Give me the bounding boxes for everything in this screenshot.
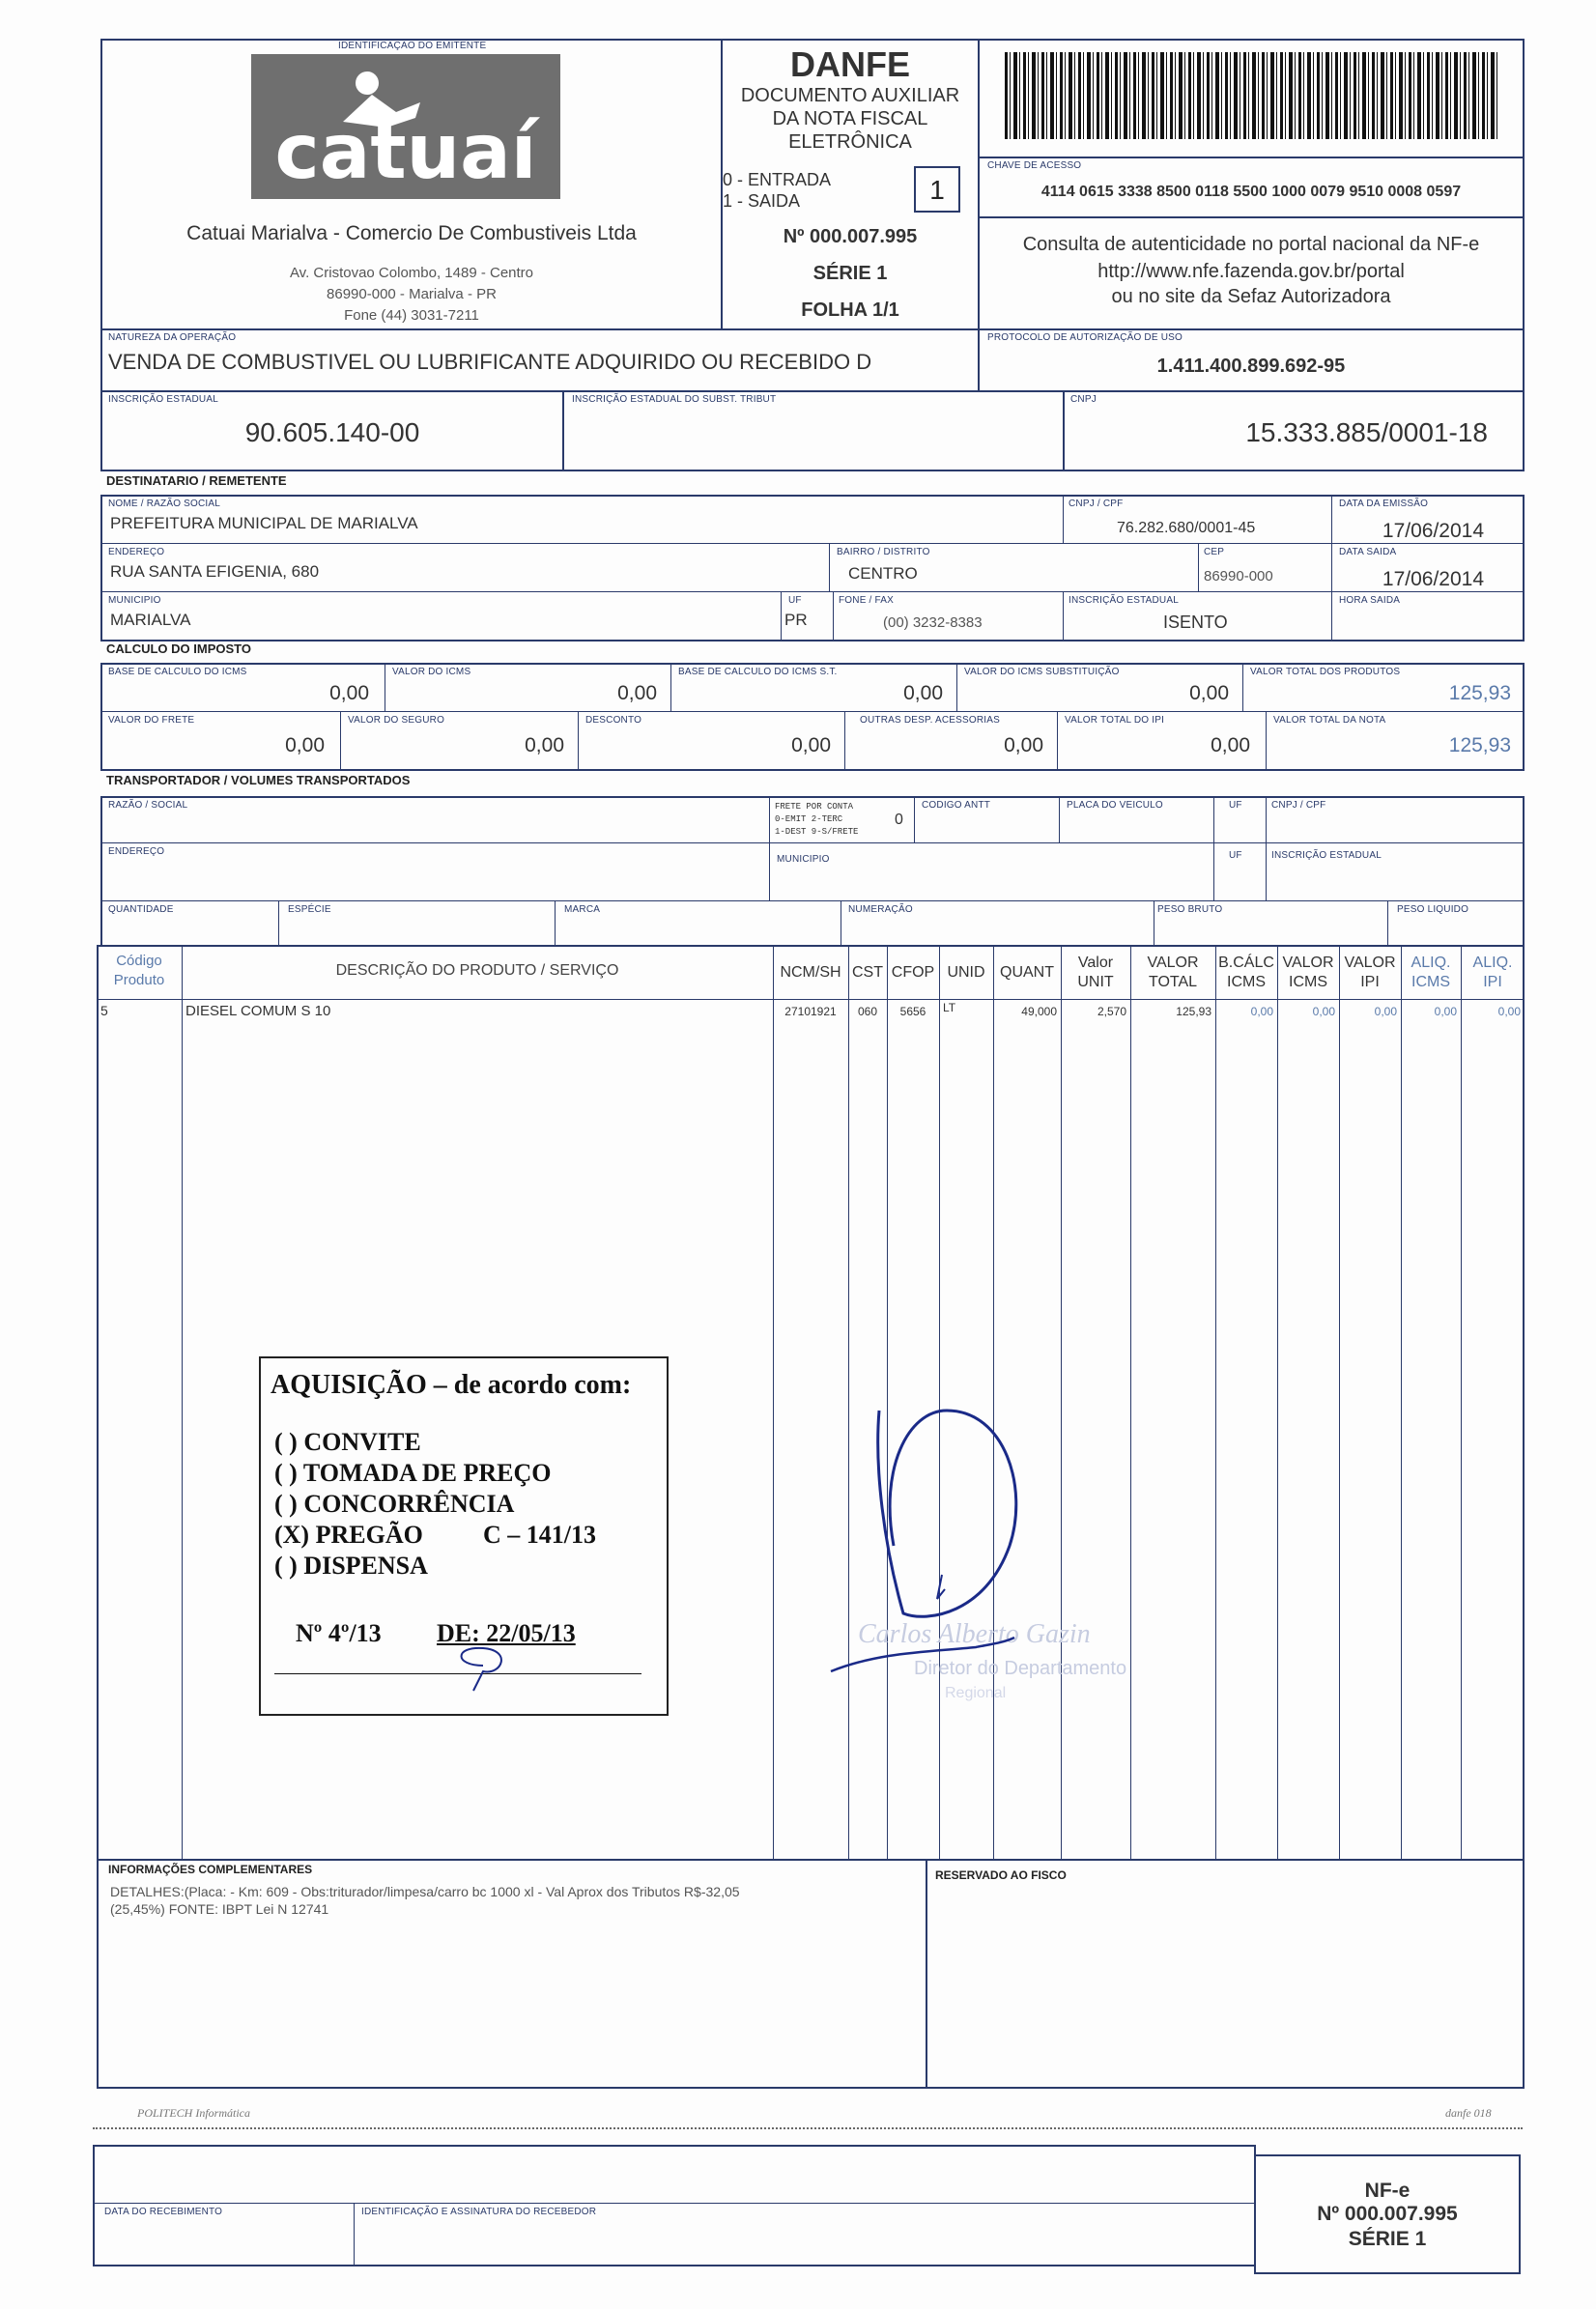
canhoto-nfe: NF-e [1364,2180,1411,2202]
dest-cnpj-value: 76.282.680/0001-45 [1117,520,1256,536]
canhoto-box [93,2145,1256,2266]
danfe-subtitle-1: DOCUMENTO AUXILIAR [740,85,960,106]
valor-st-label: VALOR DO ICMS SUBSTITUIÇÃO [964,667,1120,677]
stamp-concorrencia: ( ) CONCORRÊNCIA [274,1490,515,1518]
th-ncm: NCM/SH [780,964,841,981]
row-bcalc: 0,00 [1250,1005,1273,1018]
quantidade-label: QUANTIDADE [108,904,174,915]
peso-bruto-label: PESO BRUTO [1157,904,1223,915]
peso-liquido-label: PESO LIQUIDO [1397,904,1469,915]
sig-stamp-line-1: Carlos Alberto Gazin [858,1619,1091,1649]
dest-nome-value: PREFEITURA MUNICIPAL DE MARIALVA [110,514,418,532]
emitente-address: Av. Cristovao Colombo, 1489 - Centro [289,265,534,281]
total-prod-value: 125,93 [1448,682,1511,704]
th-unid: UNID [947,964,985,981]
row-vunit: 2,570 [1097,1005,1126,1018]
th-vtotal-2: TOTAL [1148,974,1198,990]
seguro-label: VALOR DO SEGURO [348,715,445,726]
th-aicms-1: ALIQ. [1411,955,1451,971]
sig-stamp-line-2: Diretor do Departamento [914,1658,1127,1679]
cut-line [93,2127,1523,2129]
consulta-line-2: http://www.nfe.fazenda.gov.br/portal [1097,261,1405,282]
emitente-phone: Fone (44) 3031-7211 [344,307,479,324]
info-label: INFORMAÇÕES COMPLEMENTARES [108,1863,313,1876]
saida-option: 1 - SAIDA [723,191,801,211]
th-vicms-2: ICMS [1289,974,1327,990]
valor-st-value: 0,00 [1189,682,1229,704]
company-logo [251,54,560,199]
natureza-label: NATUREZA DA OPERAÇÃO [108,332,237,343]
tipo-box: 1 [914,166,960,213]
outras-value: 0,00 [1004,734,1043,756]
danfe-title: DANFE [790,44,910,84]
frete-value: 0,00 [285,734,325,756]
dest-saida-label: DATA SAIDA [1339,547,1397,557]
ie-value: 90.605.140-00 [244,417,420,447]
dest-uf-label: UF [788,595,802,606]
canhoto-numero: Nº 000.007.995 [1317,2203,1458,2225]
info-text-2: (25,45%) FONTE: IBPT Lei N 12741 [110,1901,329,1917]
transp-endereco-label: ENDEREÇO [108,846,165,857]
row-cst: 060 [857,1005,878,1018]
desconto-label: DESCONTO [585,715,642,726]
frete-value: 0 [895,812,903,828]
th-bcalc-2: ICMS [1227,974,1266,990]
row-codigo: 5 [100,1003,108,1018]
danfe-subtitle-2: DA NOTA FISCAL [772,108,928,129]
cnpj-value: 15.333.885/0001-18 [1245,417,1488,447]
dest-emissao-label: DATA DA EMISSÃO [1339,499,1429,509]
dest-bairro-label: BAIRRO / DISTRITO [837,547,930,557]
chave-label: CHAVE DE ACESSO [987,160,1082,171]
protocolo-value: 1.411.400.899.692-95 [1156,356,1346,377]
th-quant: QUANT [1000,964,1054,981]
base-icms-label: BASE DE CALCULO DO ICMS [108,667,247,677]
transp-municipio-label: MUNICIPIO [777,854,830,865]
entrada-option: 0 - ENTRADA [723,170,832,189]
transp-ie-label: INSCRIÇÃO ESTADUAL [1271,850,1382,861]
base-st-label: BASE DE CALCULO DO ICMS S.T. [678,667,838,677]
danfe-number: Nº 000.007.995 [783,226,918,247]
frete-label: VALOR DO FRETE [108,715,195,726]
row-vipi: 0,00 [1374,1005,1397,1018]
natureza-value: VENDA DE COMBUSTIVEL OU LUBRIFICANTE ADQUIRIDO OU RECEBIDO D [108,350,872,374]
emitente-label: IDENTIFICAÇÃO DO EMITENTE [338,41,487,51]
consulta-line-3: ou no site da Sefaz Autorizadora [1111,286,1391,307]
barcode [1005,52,1497,139]
svg-text:catuaí: catuaí [274,109,537,196]
antt-label: CODIGO ANTT [922,800,991,811]
row-aicms: 0,00 [1434,1005,1457,1018]
frete-opcoes-2: 1-DEST 9-S/FRETE [775,827,859,837]
valor-icms-value: 0,00 [617,682,657,704]
aquisicao-stamp [259,1356,669,1716]
outras-label: OUTRAS DESP. ACESSORIAS [860,715,1001,726]
ipi-label: VALOR TOTAL DO IPI [1065,715,1165,726]
transporte-section: TRANSPORTADOR / VOLUMES TRANSPORTADOS [106,773,411,787]
desconto-value: 0,00 [791,734,831,756]
dest-endereco-value: RUA SANTA EFIGENIA, 680 [110,562,320,581]
dest-cep-value: 86990-000 [1204,568,1273,584]
dest-cnpj-label: CNPJ / CPF [1069,499,1124,509]
cnpj-label: CNPJ [1070,394,1097,405]
base-icms-value: 0,00 [329,682,369,704]
th-descricao: DESCRIÇÃO DO PRODUTO / SERVIÇO [335,962,619,979]
fisco-label: RESERVADO AO FISCO [935,1868,1067,1882]
stamp-num: Nº 4º/13 [296,1619,382,1647]
stamp-convite: ( ) CONVITE [274,1428,421,1456]
dest-fone-label: FONE / FAX [839,595,895,606]
dest-saida-value: 17/06/2014 [1382,568,1484,590]
row-cfop: 5656 [899,1005,926,1018]
base-st-value: 0,00 [903,682,943,704]
th-vipi-1: VALOR [1344,955,1396,971]
valor-icms-label: VALOR DO ICMS [392,667,471,677]
dest-fone-value: (00) 3232-8383 [883,614,983,631]
fisco-box [926,1859,1525,2089]
stamp-dispensa: ( ) DISPENSA [274,1552,428,1580]
transp-uf2-label: UF [1229,850,1242,861]
dest-ie-label: INSCRIÇÃO ESTADUAL [1069,595,1179,606]
th-cfop: CFOP [891,964,935,981]
marca-label: MARCA [564,904,601,915]
numeracao-label: NUMERAÇÃO [848,904,913,915]
handwritten-signature [821,1391,1043,1681]
stamp-pregao: (X) PREGÃO [274,1521,423,1549]
info-text-1: DETALHES:(Placa: - Km: 609 - Obs:triturador/limpesa/carro bc 1000 xl - Val Aprox dos Tributos R$-32,05 [110,1884,740,1899]
row-aipi: 0,00 [1497,1005,1521,1018]
row-vtotal: 125,93 [1176,1005,1211,1018]
total-prod-label: VALOR TOTAL DOS PRODUTOS [1250,667,1401,677]
stamp-title: AQUISIÇÃO – de acordo com: [271,1370,632,1400]
consulta-line-1: Consulta de autenticidade no portal nacional da NF-e [1022,234,1480,255]
total-nota-value: 125,93 [1448,734,1511,756]
transp-uf-label: UF [1229,800,1242,811]
ie-label: INSCRIÇÃO ESTADUAL [108,394,218,405]
th-bcalc-1: B.CÁLC [1218,955,1274,971]
th-vipi-2: IPI [1360,974,1380,990]
emitente-city: 86990-000 - Marialva - PR [327,286,497,302]
stamp-pregao-num: C – 141/13 [483,1521,596,1549]
th-codigo-2: Produto [113,972,165,988]
danfe-subtitle-3: ELETRÔNICA [788,131,912,153]
data-recebimento-label: DATA DO RECEBIMENTO [104,2207,223,2217]
footer-right-brand: danfe 018 [1445,2106,1492,2120]
dest-nome-label: NOME / RAZÃO SOCIAL [108,499,221,509]
th-aicms-2: ICMS [1411,974,1450,990]
transp-razao-label: RAZÃO / SOCIAL [108,800,188,811]
seguro-value: 0,00 [525,734,564,756]
stamp-data: DE: 22/05/13 [437,1619,576,1647]
frete-por-conta: FRETE POR CONTA [775,802,854,812]
th-codigo-1: Código [116,953,162,969]
row-descricao: DIESEL COMUM S 10 [185,1003,331,1019]
ie-st-label: INSCRIÇÃO ESTADUAL DO SUBST. TRIBUT [572,394,777,405]
dest-uf-value: PR [784,611,808,629]
stamp-tomada: ( ) TOMADA DE PREÇO [274,1459,552,1487]
th-cst: CST [852,964,883,981]
row-quant: 49,000 [1021,1005,1057,1018]
th-vunit-2: UNIT [1077,974,1114,990]
row-unid: LT [943,1001,956,1014]
dest-municipio-value: MARIALVA [110,611,191,629]
transp-cnpj-label: CNPJ / CPF [1271,800,1326,811]
dest-cep-label: CEP [1204,547,1225,557]
total-nota-label: VALOR TOTAL DA NOTA [1273,715,1386,726]
ident-recebedor-label: IDENTIFICAÇÃO E ASSINATURA DO RECEBEDOR [361,2207,597,2217]
imposto-section: CALCULO DO IMPOSTO [106,641,251,656]
dest-hora-label: HORA SAIDA [1339,595,1401,606]
frete-opcoes-1: 0-EMIT 2-TERC [775,814,843,824]
sig-stamp-line-3: Regional [945,1685,1007,1701]
row-vicms: 0,00 [1312,1005,1335,1018]
dest-emissao-value: 17/06/2014 [1382,520,1484,542]
emitente-name: Catuai Marialva - Comercio De Combustiveis Ltda [186,222,637,244]
th-aipi-1: ALIQ. [1472,955,1513,971]
danfe-serie: SÉRIE 1 [812,263,888,284]
chave-value: 4114 0615 3338 8500 0118 5500 1000 0079 9510 0008 0597 [1040,184,1462,200]
th-vunit-1: Valor [1077,955,1114,971]
destinatario-section: DESTINATARIO / REMETENTE [106,473,287,488]
canhoto-serie: SÉRIE 1 [1348,2228,1427,2250]
row-ncm: 27101921 [784,1005,837,1018]
footer-left-brand: POLITECH Informática [137,2106,250,2120]
dest-bairro-value: CENTRO [848,564,918,583]
dest-endereco-label: ENDEREÇO [108,547,165,557]
ipi-value: 0,00 [1211,734,1250,756]
stamp-signature [444,1637,522,1695]
dest-ie-value: ISENTO [1163,613,1228,632]
dest-municipio-label: MUNICIPIO [108,595,161,606]
especie-label: ESPÉCIE [288,904,331,915]
th-aipi-2: IPI [1483,974,1502,990]
protocolo-label: PROTOCOLO DE AUTORIZAÇÃO DE USO [987,332,1183,343]
placa-label: PLACA DO VEICULO [1067,800,1163,811]
danfe-folha: FOLHA 1/1 [801,299,899,321]
th-vtotal-1: VALOR [1147,955,1199,971]
th-vicms-1: VALOR [1282,955,1334,971]
